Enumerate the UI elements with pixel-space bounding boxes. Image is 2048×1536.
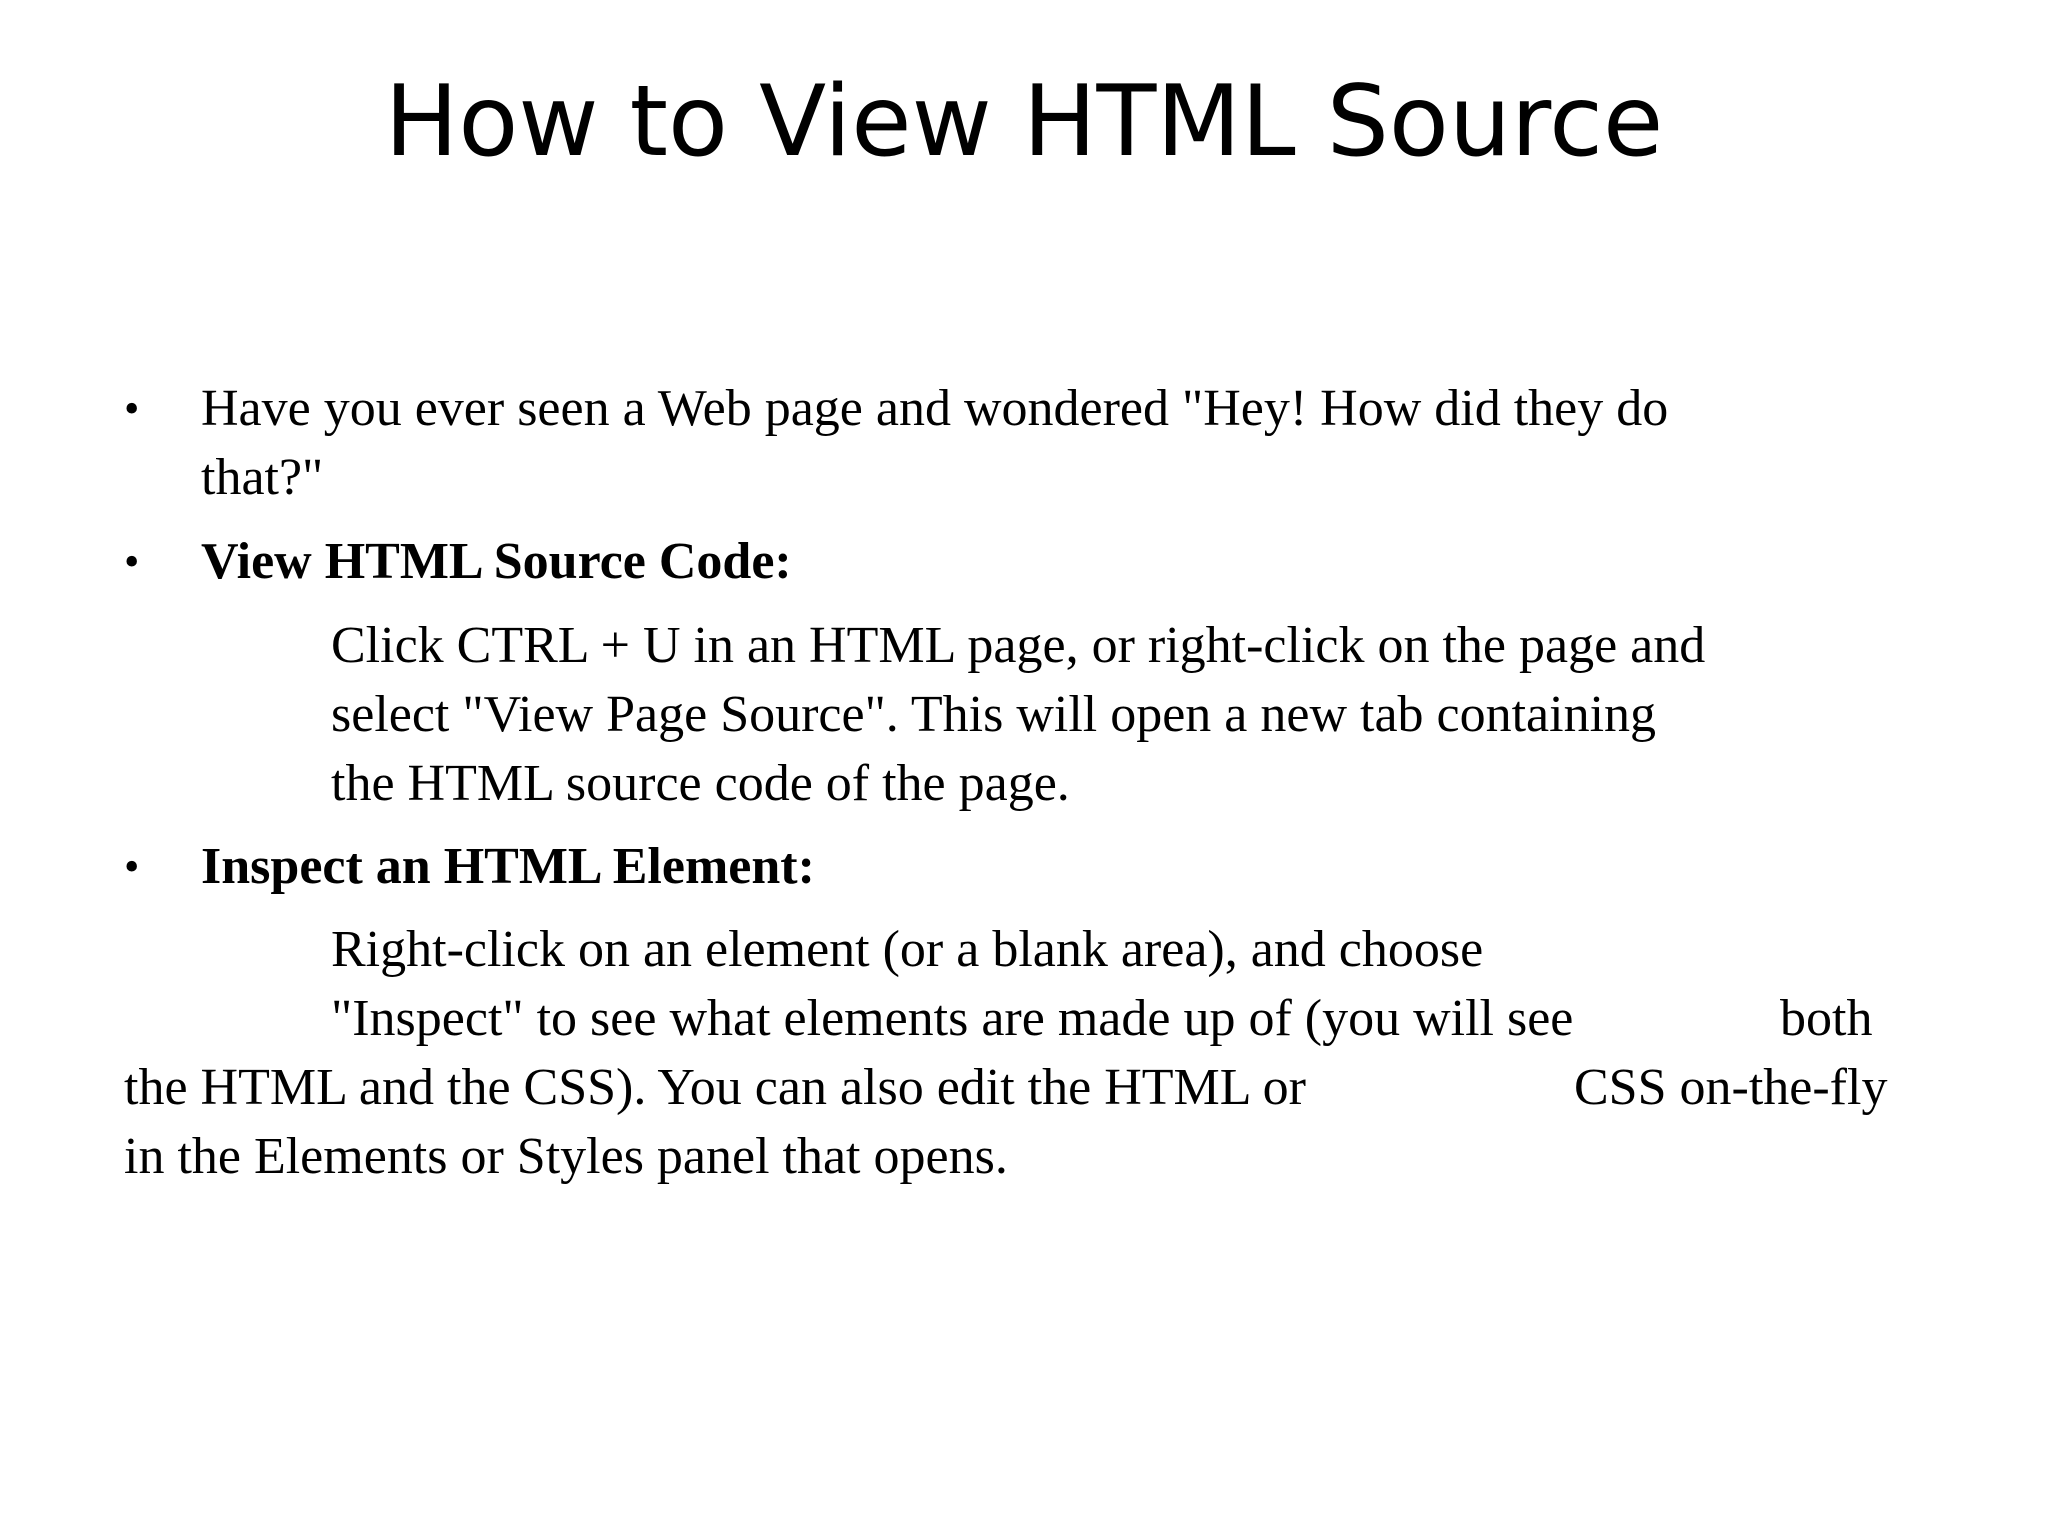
bullet1-line2: that?": [201, 449, 324, 506]
bullet2-heading: View HTML Source Code:: [201, 533, 792, 590]
bullet-marker: •: [124, 384, 140, 433]
bullet3-line1: Right-click on an element (or a blank area), and choose: [331, 921, 1484, 978]
slide-title: How to View HTML Source: [384, 65, 1664, 179]
bullet-marker: •: [124, 842, 140, 891]
bullet1-line1: Have you ever seen a Web page and wondered "Hey! How did they do: [201, 380, 1669, 437]
bullet2-line2: select "View Page Source". This will open a new tab containing: [331, 686, 1657, 743]
bullet-marker: •: [124, 537, 140, 586]
bullet3-line2-end: both: [1780, 990, 1873, 1047]
bullet2-line1: Click CTRL + U in an HTML page, or right-click on the page and: [331, 617, 1706, 674]
bullet3-line3-end: CSS on-the-fly: [1574, 1059, 1888, 1116]
bullet3-line2: "Inspect" to see what elements are made up of (you will see: [331, 990, 1574, 1047]
bullet2-line3: the HTML source code of the page.: [331, 755, 1070, 812]
bullet3-line4: in the Elements or Styles panel that opens.: [124, 1128, 1008, 1185]
bullet3-heading: Inspect an HTML Element:: [201, 838, 815, 895]
bullet3-line3: the HTML and the CSS). You can also edit the HTML or: [124, 1059, 1306, 1116]
